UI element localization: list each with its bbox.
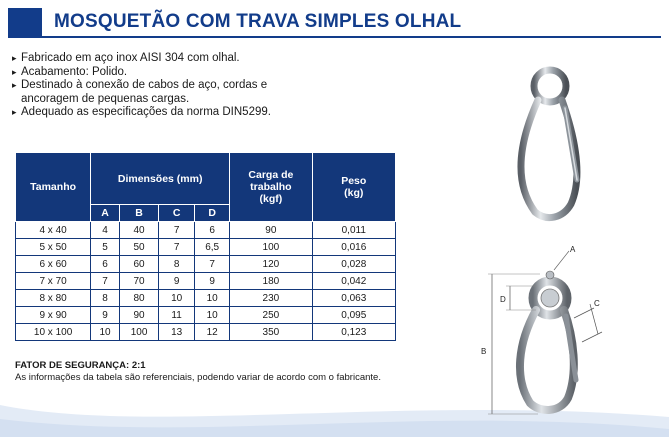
table-cell: 7 xyxy=(91,273,120,290)
table-cell: 9 xyxy=(159,273,195,290)
table-cell: 10 xyxy=(195,307,230,324)
table-cell: 10 xyxy=(195,290,230,307)
table-cell: 9 x 90 xyxy=(16,307,91,324)
table-cell: 50 xyxy=(119,239,158,256)
table-cell: 9 xyxy=(195,273,230,290)
page-title: MOSQUETÃO COM TRAVA SIMPLES OLHAL xyxy=(54,11,462,32)
title-bar xyxy=(8,8,661,38)
table-row xyxy=(16,290,396,307)
table-cell: 7 xyxy=(159,239,195,256)
table-cell: 0,016 xyxy=(312,239,395,256)
feature-list xyxy=(12,52,312,120)
header-size: Tamanho xyxy=(16,153,91,222)
table-cell: 100 xyxy=(119,324,158,341)
table-row xyxy=(16,222,396,239)
table-row xyxy=(16,273,396,290)
table-cell: 10 x 100 xyxy=(16,324,91,341)
product-photo xyxy=(505,62,595,222)
table-cell: 60 xyxy=(119,256,158,273)
bullet-icon: ▸ xyxy=(12,107,17,117)
table-cell: 40 xyxy=(119,222,158,239)
feature-item: ▸ Fabricado em aço inox AISI 304 com olhal. xyxy=(12,52,240,64)
table-cell: 4 x 40 xyxy=(16,222,91,239)
table-cell: 0,028 xyxy=(312,256,395,273)
table-cell: 7 x 70 xyxy=(16,273,91,290)
table-cell: 10 xyxy=(91,324,120,341)
table-cell: 70 xyxy=(119,273,158,290)
carabiner-diagram-icon xyxy=(478,238,628,418)
table-cell: 5 x 50 xyxy=(16,239,91,256)
header-dim-b: B xyxy=(119,205,158,222)
spec-table-body xyxy=(16,222,396,341)
disclaimer-text: As informações da tabela são referenciais, podendo variar de acordo com o fabricante. xyxy=(15,372,381,383)
label-c: C xyxy=(594,299,600,308)
table-cell: 6 xyxy=(195,222,230,239)
table-cell: 8 xyxy=(159,256,195,273)
safety-factor: FATOR DE SEGURANÇA: 2:1 xyxy=(15,360,146,371)
table-cell: 90 xyxy=(230,222,312,239)
label-a: A xyxy=(570,245,576,254)
table-cell: 250 xyxy=(230,307,312,324)
table-cell: 7 xyxy=(195,256,230,273)
table-cell: 10 xyxy=(159,290,195,307)
title-underline xyxy=(8,36,661,38)
table-cell: 12 xyxy=(195,324,230,341)
table-cell: 6 x 60 xyxy=(16,256,91,273)
table-cell: 120 xyxy=(230,256,312,273)
table-cell: 9 xyxy=(91,307,120,324)
table-cell: 0,063 xyxy=(312,290,395,307)
table-cell: 13 xyxy=(159,324,195,341)
table-cell: 100 xyxy=(230,239,312,256)
feature-item: ▸ Destinado à conexão de cabos de aço, cordas e ancoragem de pequenas cargas. xyxy=(12,79,268,105)
header-dimensions: Dimensões (mm) xyxy=(91,153,230,205)
label-d: D xyxy=(500,295,506,304)
table-cell: 230 xyxy=(230,290,312,307)
table-cell: 6 xyxy=(91,256,120,273)
bullet-icon: ▸ xyxy=(12,80,17,90)
table-row xyxy=(16,307,396,324)
technical-drawing xyxy=(478,238,628,418)
table-cell: 6,5 xyxy=(195,239,230,256)
spec-table xyxy=(15,152,396,341)
table-cell: 8 xyxy=(91,290,120,307)
table-cell: 4 xyxy=(91,222,120,239)
table-cell: 180 xyxy=(230,273,312,290)
table-cell: 0,095 xyxy=(312,307,395,324)
footnote xyxy=(15,360,381,384)
table-cell: 5 xyxy=(91,239,120,256)
table-cell: 350 xyxy=(230,324,312,341)
table-cell: 90 xyxy=(119,307,158,324)
table-cell: 0,011 xyxy=(312,222,395,239)
table-cell: 0,123 xyxy=(312,324,395,341)
header-dim-c: C xyxy=(159,205,195,222)
table-row xyxy=(16,324,396,341)
feature-item: ▸ Acabamento: Polido. xyxy=(12,65,128,78)
table-row xyxy=(16,239,396,256)
bullet-icon: ▸ xyxy=(12,53,17,63)
header-load: Carga de trabalho (kgf) xyxy=(230,153,312,222)
table-cell: 0,042 xyxy=(312,273,395,290)
table-cell: 11 xyxy=(159,307,195,324)
bullet-icon: ▸ xyxy=(12,66,17,77)
table-row xyxy=(16,256,396,273)
header-dim-d: D xyxy=(195,205,230,222)
title-accent-block xyxy=(8,8,42,36)
table-cell: 7 xyxy=(159,222,195,239)
header-dim-a: A xyxy=(91,205,120,222)
label-b: B xyxy=(481,347,487,356)
table-cell: 8 x 80 xyxy=(16,290,91,307)
table-cell: 80 xyxy=(119,290,158,307)
carabiner-photo-icon xyxy=(505,62,595,222)
header-weight: Peso (kg) xyxy=(312,153,395,222)
feature-item: ▸ Adequado as especificações da norma DIN5299. xyxy=(12,106,271,118)
